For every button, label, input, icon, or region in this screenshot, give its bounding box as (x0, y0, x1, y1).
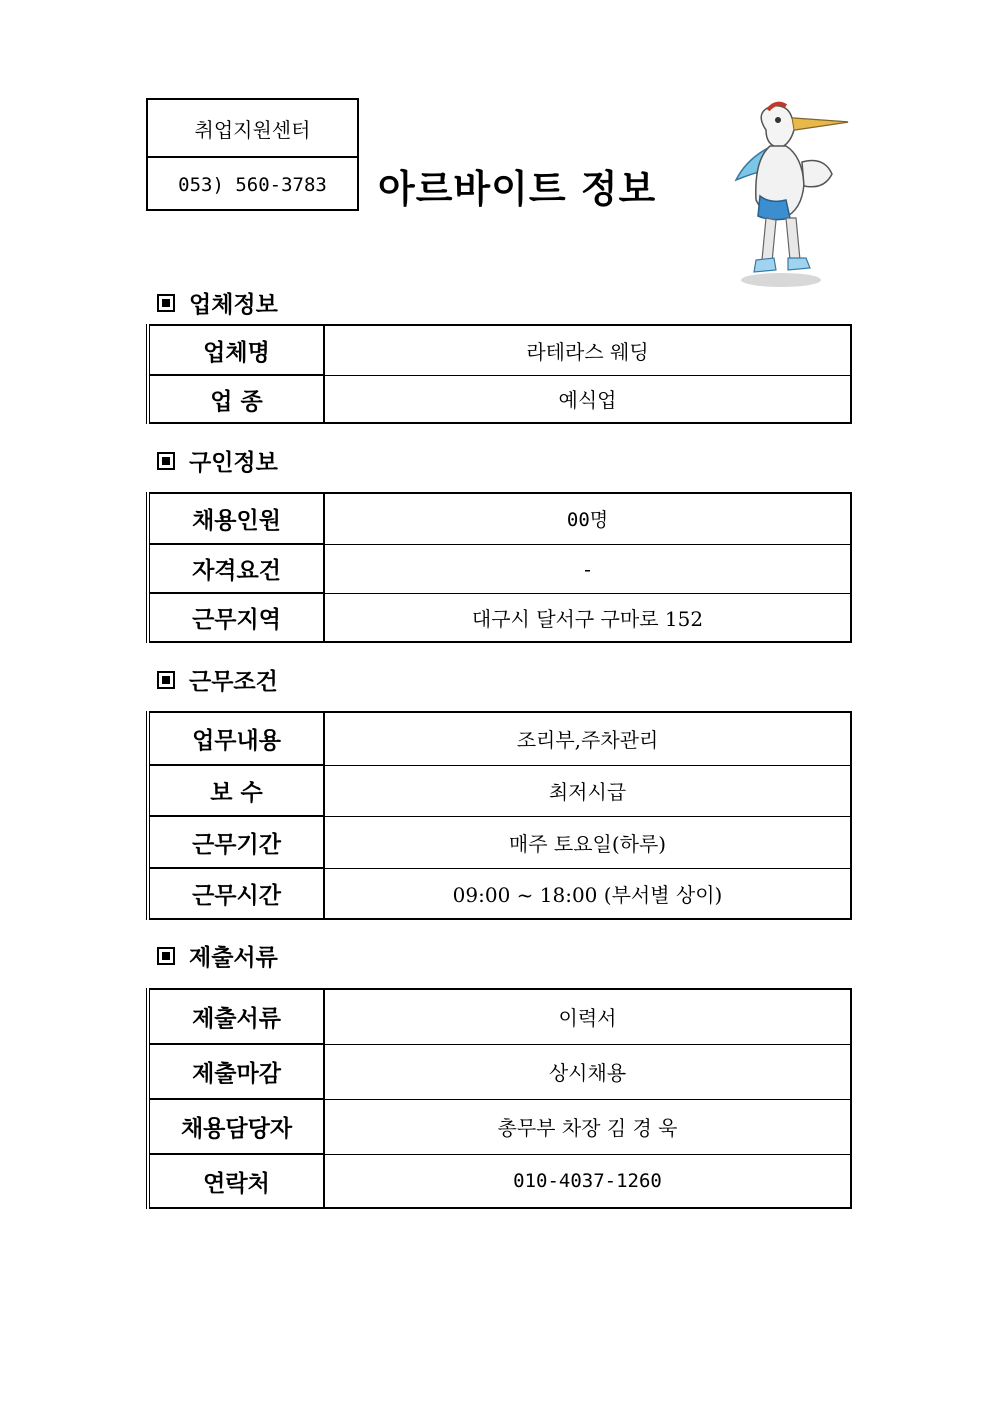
row-value: 총무부 차장 김 경 욱 (324, 1099, 851, 1154)
bullet-square-icon (157, 294, 175, 312)
row-label: 제출마감 (148, 1044, 324, 1099)
bullet-square-icon (157, 452, 175, 470)
row-label: 자격요건 (148, 544, 324, 593)
bullet-square-icon (157, 671, 175, 689)
row-label: 근무시간 (148, 868, 324, 919)
table-row (148, 493, 851, 544)
row-label: 업무내용 (148, 712, 324, 765)
table-row (148, 1154, 851, 1208)
row-value: 라테라스 웨딩 (324, 325, 851, 375)
table-row (148, 1099, 851, 1154)
conditions-info-table (146, 711, 852, 920)
table-row (148, 868, 851, 919)
page-title: 아르바이트 정보 (378, 167, 657, 211)
table-row (148, 765, 851, 816)
table-row (148, 544, 851, 593)
row-value: 09:00 ~ 18:00 (부서별 상이) (324, 868, 851, 919)
center-phone: 053) 560-3783 (148, 156, 357, 211)
section-heading-documents (157, 939, 278, 972)
row-value: 00명 (324, 493, 851, 544)
row-label: 근무기간 (148, 816, 324, 868)
crane-mascot-icon (706, 100, 856, 290)
row-label: 업 종 (148, 375, 324, 423)
row-value: 매주 토요일(하루) (324, 816, 851, 868)
section-heading-conditions (157, 663, 278, 696)
row-label: 채용인원 (148, 493, 324, 544)
table-row (148, 816, 851, 868)
table-row (148, 989, 851, 1044)
recruit-info-table (146, 492, 852, 643)
row-value: 상시채용 (324, 1044, 851, 1099)
table-row (148, 1044, 851, 1099)
row-label: 제출서류 (148, 989, 324, 1044)
section-title: 업체정보 (189, 292, 278, 318)
section-title: 근무조건 (189, 669, 278, 695)
row-value: 대구시 달서구 구마로 152 (324, 593, 851, 642)
row-label: 근무지역 (148, 593, 324, 642)
section-heading-recruit (157, 444, 278, 477)
section-title: 제출서류 (189, 945, 278, 971)
row-value: 이력서 (324, 989, 851, 1044)
row-label: 업체명 (148, 325, 324, 375)
row-value: 010-4037-1260 (324, 1154, 851, 1208)
row-value: 예식업 (324, 375, 851, 423)
table-row (148, 325, 851, 375)
row-value: - (324, 544, 851, 593)
section-title: 구인정보 (189, 450, 278, 476)
row-value: 조리부,주차관리 (324, 712, 851, 765)
company-info-table (146, 324, 852, 424)
center-name: 취업지원센터 (194, 117, 311, 142)
row-label: 보 수 (148, 765, 324, 816)
row-label: 연락처 (148, 1154, 324, 1208)
table-row (148, 375, 851, 423)
table-row (148, 593, 851, 642)
bullet-square-icon (157, 947, 175, 965)
section-heading-company (157, 286, 278, 319)
row-value: 최저시급 (324, 765, 851, 816)
documents-info-table (146, 988, 852, 1209)
row-label: 채용담당자 (148, 1099, 324, 1154)
center-info-box (146, 98, 359, 211)
table-row (148, 712, 851, 765)
